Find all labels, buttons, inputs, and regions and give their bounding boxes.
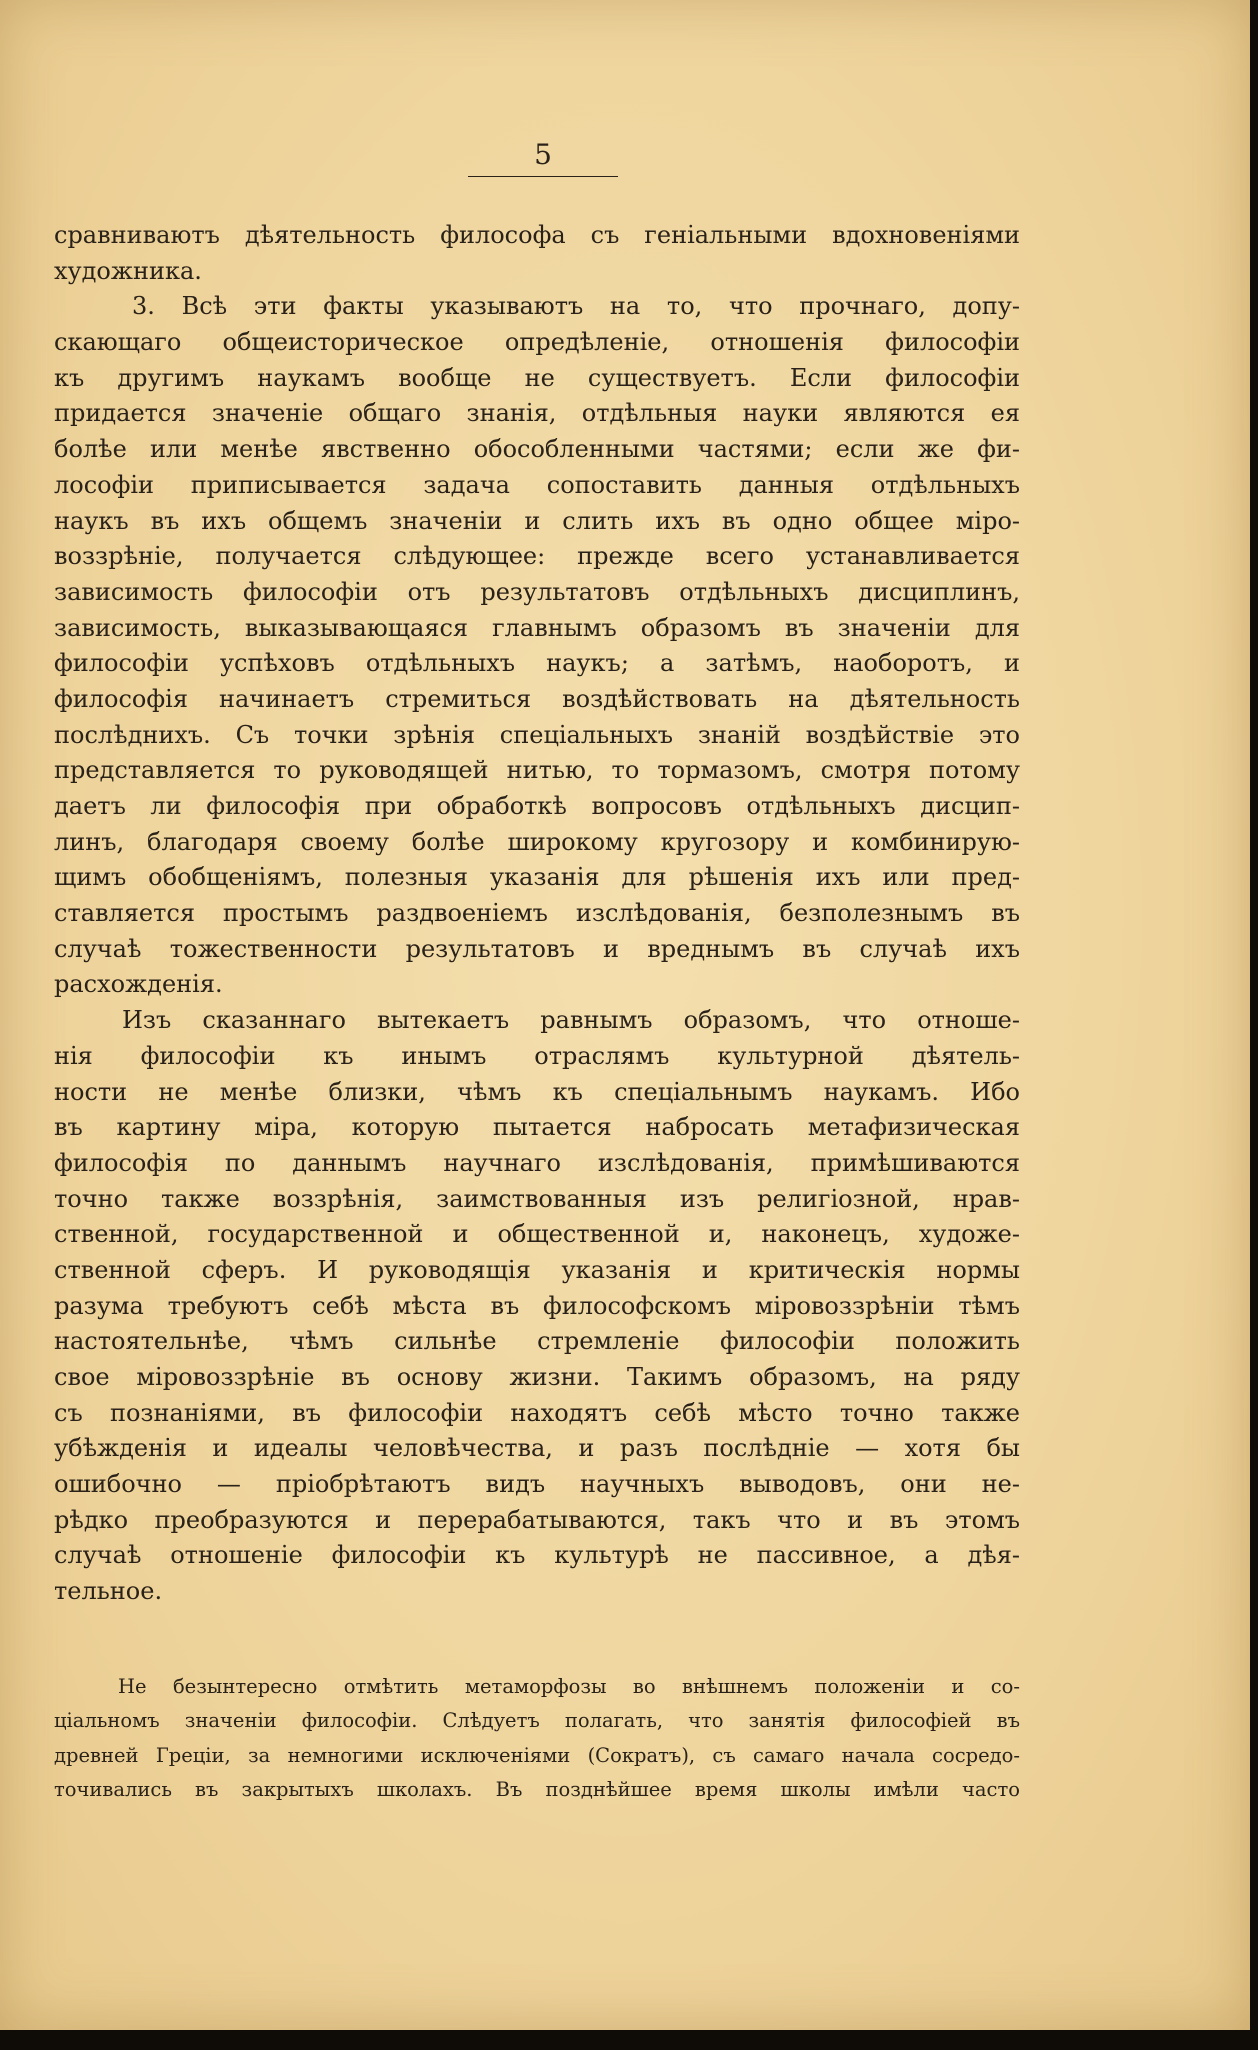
- text-line: ставляется простымъ раздвоеніемъ изслѣдованія, безполезнымъ въ: [54, 899, 1020, 928]
- text-line: зависимость, выказывающаяся главнымъ образомъ въ значеніи для: [54, 613, 1020, 642]
- text-line: нія философіи къ инымъ отраслямъ культурной дѣятель-: [54, 1041, 1020, 1070]
- text-line: 3. Всѣ эти факты указываютъ на то, что прочнаго, допу-: [132, 292, 1020, 321]
- text-line: разума требуютъ себѣ мѣста въ философскомъ міровоззрѣніи тѣмъ: [54, 1291, 1020, 1320]
- text-line: художника.: [54, 256, 202, 285]
- text-line: съ познаніями, въ философіи находятъ себѣ мѣсто точно также: [54, 1398, 1020, 1427]
- text-line: философіи успѣховъ отдѣльныхъ наукъ; а затѣмъ, наоборотъ, и: [54, 649, 1020, 678]
- note-text: [54, 1670, 1020, 1807]
- text-line: ошибочно — пріобрѣтаютъ видъ научныхъ выводовъ, они не-: [54, 1470, 1020, 1499]
- text-line: щимъ обобщеніямъ, полезныя указанія для рѣшенія ихъ или пред-: [54, 863, 1020, 892]
- note-line: Не безынтересно отмѣтить метаморфозы во внѣшнемъ положеніи и со-: [118, 1675, 1020, 1698]
- text-line: ности не менѣе близки, чѣмъ къ спеціальнымъ наукамъ. Ибо: [54, 1077, 1020, 1106]
- text-line: представляется то руководящей нитью, то тормазомъ, смотря потому: [54, 756, 1020, 785]
- text-line: линъ, благодаря своему болѣе широкому кругозору и комбинирую-: [54, 827, 1020, 856]
- text-line: свое міровоззрѣніе въ основу жизни. Такимъ образомъ, на ряду: [54, 1363, 1020, 1391]
- text-line: даетъ ли философія при обработкѣ вопросовъ отдѣльныхъ дисцип-: [54, 792, 1020, 820]
- text-line: ственной сферъ. И руководящія указанія и критическія нормы: [54, 1255, 1020, 1284]
- main-text: [54, 218, 1020, 1610]
- text-line: убѣжденія и идеалы человѣчества, и разъ послѣдніе — хотя бы: [54, 1434, 1020, 1463]
- text-line: воззрѣніе, получается слѣдующее: прежде всего устанавливается: [54, 542, 1020, 571]
- header-rule: [468, 176, 618, 177]
- text-line: философія по даннымъ научнаго изслѣдованія, примѣшиваются: [54, 1148, 1020, 1177]
- text-line: скающаго общеисторическое опредѣленіе, отношенія философіи: [54, 328, 1020, 357]
- text-line: рѣдко преобразуются и перерабатываются, такъ что и въ этомъ: [54, 1505, 1020, 1534]
- text-line: зависимость философіи отъ результатовъ отдѣльныхъ дисциплинъ,: [54, 577, 1020, 606]
- note-line: древней Греціи, за немногими исключеніями (Сократъ), съ самаго начала сосредо-: [54, 1743, 1020, 1767]
- text-line: случаѣ тожественности результатовъ и вреднымъ въ случаѣ ихъ: [54, 934, 1020, 963]
- note-line: ціальномъ значеніи философіи. Слѣдуетъ полагать, что занятія философіей въ: [54, 1709, 1020, 1733]
- text-line: Изъ сказаннаго вытекаетъ равнымъ образомъ, что отноше-: [122, 1006, 1020, 1035]
- note-line: точивались въ закрытыхъ школахъ. Въ позднѣйшее время школы имѣли часто: [54, 1777, 1020, 1801]
- text-line: послѣднихъ. Съ точки зрѣнія спеціальныхъ знаній воздѣйствіе это: [54, 720, 1020, 749]
- text-line: настоятельнѣе, чѣмъ сильнѣе стремленіе философіи положить: [54, 1327, 1020, 1356]
- text-line: лософіи приписывается задача сопоставить данныя отдѣльныхъ: [54, 470, 1020, 499]
- text-line: въ картину міра, которую пытается набросать метафизическая: [54, 1113, 1020, 1142]
- text-line: расхожденія.: [54, 970, 223, 999]
- text-line: сравниваютъ дѣятельность философа съ геніальными вдохновеніями: [54, 221, 1020, 249]
- page-number: 5: [534, 138, 552, 171]
- text-line: случаѣ отношеніе философіи къ культурѣ не пассивное, а дѣя-: [54, 1541, 1020, 1570]
- text-line: къ другимъ наукамъ вообще не существуетъ. Если философіи: [54, 363, 1020, 392]
- text-line: тельное.: [54, 1577, 163, 1606]
- text-line: болѣе или менѣе явственно обособленными частями; если же фи-: [54, 435, 1020, 464]
- scan-edge: [0, 2030, 1258, 2050]
- text-line: наукъ въ ихъ общемъ значеніи и слить ихъ въ одно общее міро-: [54, 506, 1020, 535]
- text-line: придается значеніе общаго знанія, отдѣльныя науки являются ея: [54, 399, 1020, 428]
- text-line: философія начинаетъ стремиться воздѣйствовать на дѣятельность: [54, 684, 1020, 713]
- text-line: точно также воззрѣнія, заимствованныя изъ религіозной, нрав-: [54, 1184, 1020, 1213]
- text-line: ственной, государственной и общественной и, наконецъ, художе-: [54, 1220, 1020, 1249]
